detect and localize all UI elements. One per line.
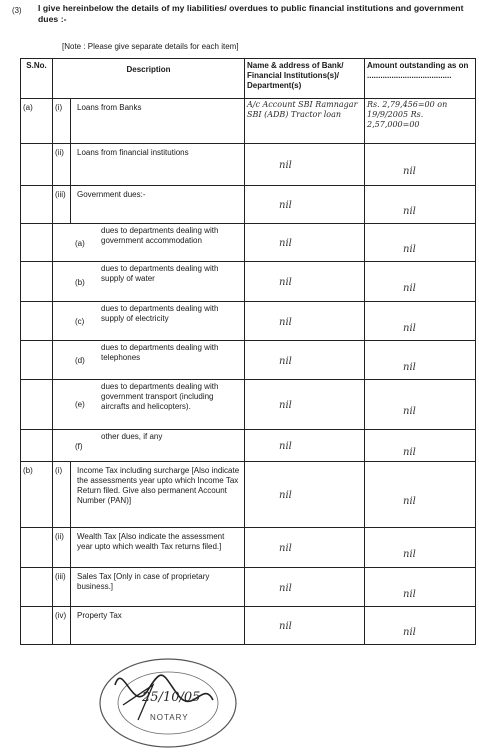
row-description: Sales Tax [Only in case of proprietary business.]: [71, 568, 245, 607]
table-row: [21, 262, 476, 302]
row-description: Property Tax: [71, 607, 245, 645]
row-description-text: dues to departments dealing with supply of electricity: [101, 304, 219, 323]
nil-amount: nil: [403, 322, 416, 334]
row-description: [53, 302, 245, 341]
row-description: Income Tax including surcharge [Also indicate the assessments year upto which Income Tax Return filed. Give also permanent Account Number (PAN)]: [71, 462, 245, 528]
nil-amount: nil: [403, 549, 416, 560]
row-amount: [365, 302, 476, 341]
nil-amount: nil: [403, 244, 416, 255]
row-group: [21, 528, 53, 568]
row-letter: (c): [75, 317, 85, 327]
nil-amount: nil: [403, 588, 416, 600]
liabilities-table: [20, 58, 476, 645]
row-description-text: other dues, if any: [101, 432, 163, 441]
table-row: [21, 607, 476, 645]
row-group: [21, 607, 53, 645]
notary-stamp: [93, 655, 243, 755]
row-description: [53, 262, 245, 302]
row-sub-number: (iii): [53, 568, 71, 607]
row-bank: [245, 462, 365, 528]
row-sub-number: (ii): [53, 144, 71, 186]
row-group: [21, 568, 53, 607]
nil-amount: nil: [403, 166, 416, 177]
row-sub-number: (i): [53, 462, 71, 528]
table-row: [21, 430, 476, 462]
nil-bank: nil: [279, 200, 292, 211]
table-row: [21, 302, 476, 341]
row-amount: [365, 262, 476, 302]
row-bank: A/c Account SBI Ramnagar SBI (ADB) Tractor loan: [245, 99, 365, 144]
row-description-text: dues to departments dealing with government accommodation: [101, 226, 219, 245]
nil-bank: nil: [279, 316, 292, 328]
row-amount: [365, 144, 476, 186]
header-bank: Name & address of Bank/ Financial Institutions(s)/ Department(s): [245, 59, 365, 99]
row-amount: [365, 462, 476, 528]
row-sub-number: (iii): [53, 186, 71, 224]
row-amount: [365, 568, 476, 607]
row-sub-number: (ii): [53, 528, 71, 568]
nil-bank: nil: [279, 277, 292, 288]
row-amount: [365, 380, 476, 430]
row-description: [53, 341, 245, 380]
row-letter: (b): [75, 277, 85, 287]
row-bank: [245, 341, 365, 380]
row-bank: [245, 224, 365, 262]
row-bank: [245, 262, 365, 302]
table-row: [21, 99, 476, 144]
nil-amount: nil: [403, 496, 416, 507]
row-sub-number: (iv): [53, 607, 71, 645]
nil-amount: nil: [403, 406, 416, 417]
row-amount: [365, 186, 476, 224]
row-group: [21, 380, 53, 430]
table-row: [21, 186, 476, 224]
nil-amount: nil: [403, 283, 416, 294]
row-bank: [245, 528, 365, 568]
row-group: (a): [21, 99, 53, 144]
table-row: [21, 341, 476, 380]
row-description-text: dues to departments dealing with government transport (including aircrafts and helicopters).: [101, 382, 219, 411]
row-description: Loans from financial institutions: [71, 144, 245, 186]
nil-bank: nil: [279, 490, 292, 501]
row-description: [53, 380, 245, 430]
nil-bank: nil: [279, 543, 292, 554]
note: [Note : Please give separate details for each item]: [62, 42, 239, 51]
table-row: [21, 144, 476, 186]
row-amount: [365, 224, 476, 262]
nil-bank: nil: [279, 400, 292, 411]
row-bank: [245, 568, 365, 607]
row-description: [53, 430, 245, 462]
stamp-date: 25/10/05: [142, 690, 201, 705]
row-group: [21, 262, 53, 302]
row-description: Government dues:-: [71, 186, 245, 224]
table-row: [21, 528, 476, 568]
intro-text: I give hereinbelow the details of my liabilities/ overdues to public financial institutions and government dues :-: [38, 3, 464, 24]
nil-bank: nil: [279, 355, 292, 367]
stamp-label: NOTARY: [150, 713, 189, 722]
row-sub-number: (i): [53, 99, 71, 144]
row-bank: [245, 186, 365, 224]
row-bank: [245, 302, 365, 341]
nil-amount: nil: [403, 206, 416, 217]
row-amount: Rs. 2,79,456=00 on 19/9/2005 Rs. 2,57,000=00: [365, 99, 476, 144]
row-letter: (a): [75, 238, 85, 248]
row-amount: [365, 528, 476, 568]
row-description: Loans from Banks: [71, 99, 245, 144]
row-group: [21, 302, 53, 341]
table-row: [21, 568, 476, 607]
row-letter: (e): [75, 399, 85, 409]
row-description: Wealth Tax [Also indicate the assessment year upto which wealth Tax returns filed.]: [71, 528, 245, 568]
row-bank: [245, 430, 365, 462]
row-group: [21, 186, 53, 224]
row-letter: (f): [75, 442, 83, 452]
table-row: [21, 224, 476, 262]
row-group: [21, 224, 53, 262]
row-description-text: dues to departments dealing with telephones: [101, 343, 219, 362]
nil-bank: nil: [279, 160, 292, 171]
table-row: [21, 462, 476, 528]
row-group: [21, 430, 53, 462]
header-description: Description: [53, 59, 245, 99]
row-description: [53, 224, 245, 262]
row-group: (b): [21, 462, 53, 528]
nil-amount: nil: [403, 447, 416, 458]
row-amount: [365, 607, 476, 645]
nil-bank: nil: [279, 621, 292, 632]
table-header-row: [21, 59, 476, 99]
nil-bank: nil: [279, 582, 292, 594]
row-group: [21, 341, 53, 380]
row-bank: [245, 380, 365, 430]
row-bank: [245, 607, 365, 645]
nil-bank: nil: [279, 441, 292, 452]
row-group: [21, 144, 53, 186]
nil-bank: nil: [279, 238, 292, 249]
nil-amount: nil: [403, 361, 416, 373]
row-letter: (d): [75, 356, 85, 366]
row-description-text: dues to departments dealing with supply of water: [101, 264, 219, 283]
nil-amount: nil: [403, 627, 416, 638]
header-amount: Amount outstanding as on ......................................: [365, 59, 476, 99]
row-amount: [365, 430, 476, 462]
section-number: (3): [12, 6, 22, 15]
row-amount: [365, 341, 476, 380]
row-bank: [245, 144, 365, 186]
intro: [12, 3, 468, 25]
header-sno: S.No.: [21, 59, 53, 99]
table-row: [21, 380, 476, 430]
